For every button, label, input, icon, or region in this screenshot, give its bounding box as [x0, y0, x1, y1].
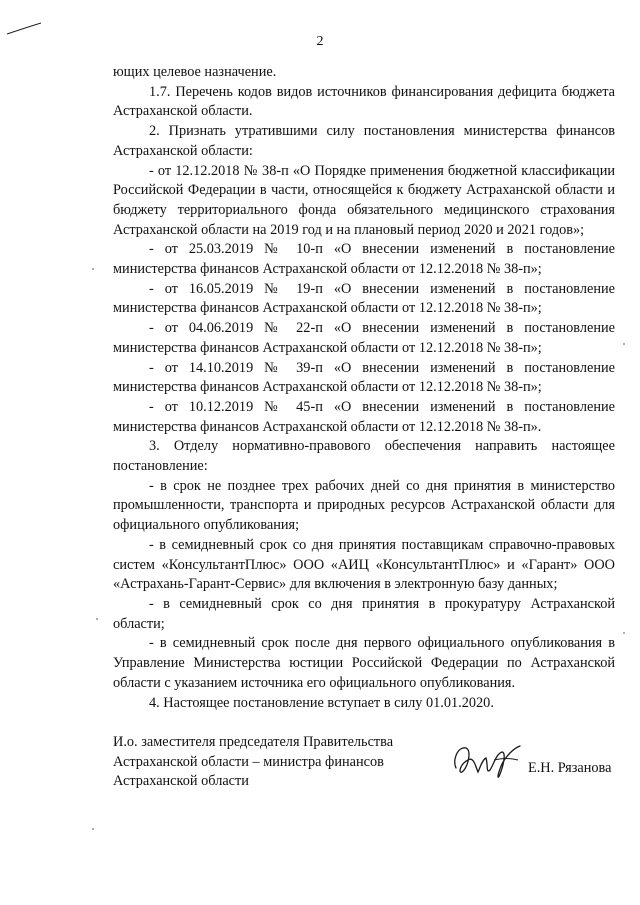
body-paragraph: 4. Настоящее постановление вступает в силу 01.01.2020. [149, 694, 494, 711]
document-body [113, 63, 615, 713]
body-paragraph: - от 04.06.2019 № 22-п «О внесении изменений в постановление министерства финансов Астраханской области от 12.12.2018 № 38-п»; [113, 320, 615, 356]
body-paragraph: - в семидневный срок со дня принятия в прокуратуру Астраханской области; [113, 595, 615, 632]
body-paragraph: - в срок не позднее трех рабочих дней со дня принятия в министерство промышленности, транспорта и природных ресурсов Астраханской области для официального опубликования; [113, 477, 615, 534]
body-paragraph: - от 14.10.2019 № 39-п «О внесении изменений в постановление министерства финансов Астраханской области от 12.12.2018 № 38-п»; [113, 359, 615, 396]
position-line: Астраханской области – министра финансов [113, 753, 384, 770]
scan-speck [92, 828, 94, 830]
signer-name: Е.Н. Рязанова [528, 760, 612, 776]
page-number: 2 [316, 34, 324, 49]
scan-speck [623, 632, 625, 634]
signatory-position [113, 733, 393, 792]
body-paragraph: ющих целевое назначение. [113, 64, 277, 80]
body-paragraph: - от 25.03.2019 № 10-п «О внесении изменений в постановление министерства финансов Астраханской области от 12.12.2018 № 38-п»; [113, 241, 615, 278]
body-paragraph: - от 10.12.2019 № 45-п «О внесении изменений в постановление министерства финансов Астраханской области от 12.12.2018 № 38-п». [113, 398, 615, 435]
scan-speck [92, 268, 94, 270]
body-paragraph: 2. Признать утратившими силу постановления министерства финансов Астраханской области: [113, 123, 615, 159]
body-paragraph: 1.7. Перечень кодов видов источников финансирования дефицита бюджета Астраханской области. [113, 83, 615, 120]
body-paragraph: - в семидневный срок со дня принятия поставщикам справочно-правовых систем «КонсультантПлюс» ООО «АИЦ «КонсультантПлюс» и «Гарант» ООО «Астрахань-Гарант-Сервис» для включения в электронную базу данных; [113, 536, 615, 593]
position-line: Астраханской области [113, 773, 249, 790]
body-paragraph: - от 16.05.2019 № 19-п «О внесении изменений в постановление министерства финансов Астраханской области от 12.12.2018 № 38-п»; [113, 280, 615, 317]
body-paragraph: - в семидневный срок после дня первого официального опубликования в Управление Министерства юстиции Российской Федерации по Астраханской области с указанием источника его официального опубликования. [113, 635, 615, 691]
position-line: И.о. заместителя председателя Правительства [113, 734, 394, 750]
body-paragraph: 3. Отделу нормативно-правового обеспечения направить настоящее постановление: [113, 438, 615, 475]
scan-speck [623, 343, 625, 345]
handwritten-signature [450, 738, 526, 787]
body-paragraph: - от 12.12.2018 № 38-п «О Порядке применения бюджетной классификации Российской Федерации в части, относящейся к бюджету Астраханской области и бюджету территориального фонда обязательного медицинского страхования Астраханской области на 2019 год и на плановый период 2020 и 2021 годов»; [113, 162, 615, 238]
scan-speck [96, 618, 98, 620]
